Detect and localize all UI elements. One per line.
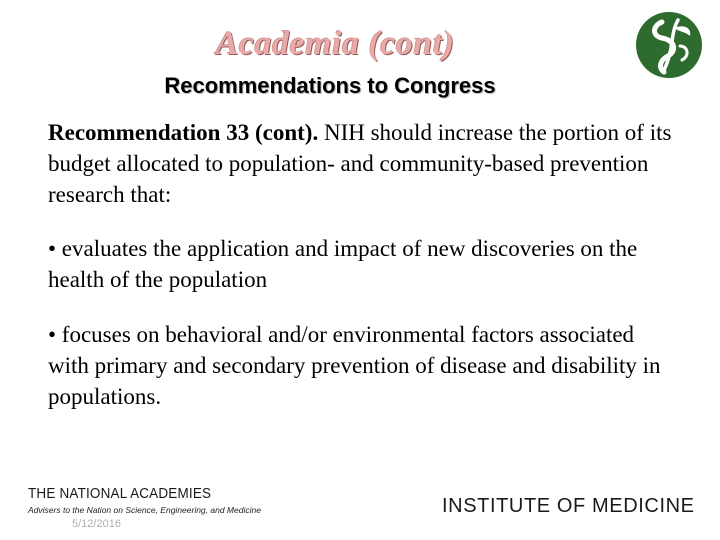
national-academies-tagline: Advisers to the Nation on Science, Engineering, and Medicine: [28, 505, 261, 515]
national-academies-logo: [28, 486, 261, 522]
slide-subtitle: Recommendations to Congress: [164, 73, 496, 98]
iom-logo-icon: [634, 10, 704, 80]
logo-circle: [636, 12, 702, 78]
recommendation-paragraph: [48, 117, 678, 210]
national-academies-name: THE NATIONAL ACADEMIES: [28, 486, 212, 502]
institute-of-medicine-logo: INSTITUTE OF MEDICINE: [442, 495, 695, 517]
bullet-item: • focuses on behavioral and/or environmental factors associated with primary and secondary prevention of disease and disability in populations.: [48, 322, 661, 409]
recommendation-text: NIH should increase the portion of its budget allocated to population- and community-based prevention research that:: [48, 120, 672, 207]
bullet-item: • evaluates the application and impact of new discoveries on the health of the population: [48, 236, 638, 292]
slide-date: 5/12/2016: [72, 518, 121, 530]
slide-title: Academia (cont): [215, 25, 455, 62]
recommendation-lead: Recommendation 33 (cont).: [48, 120, 319, 145]
